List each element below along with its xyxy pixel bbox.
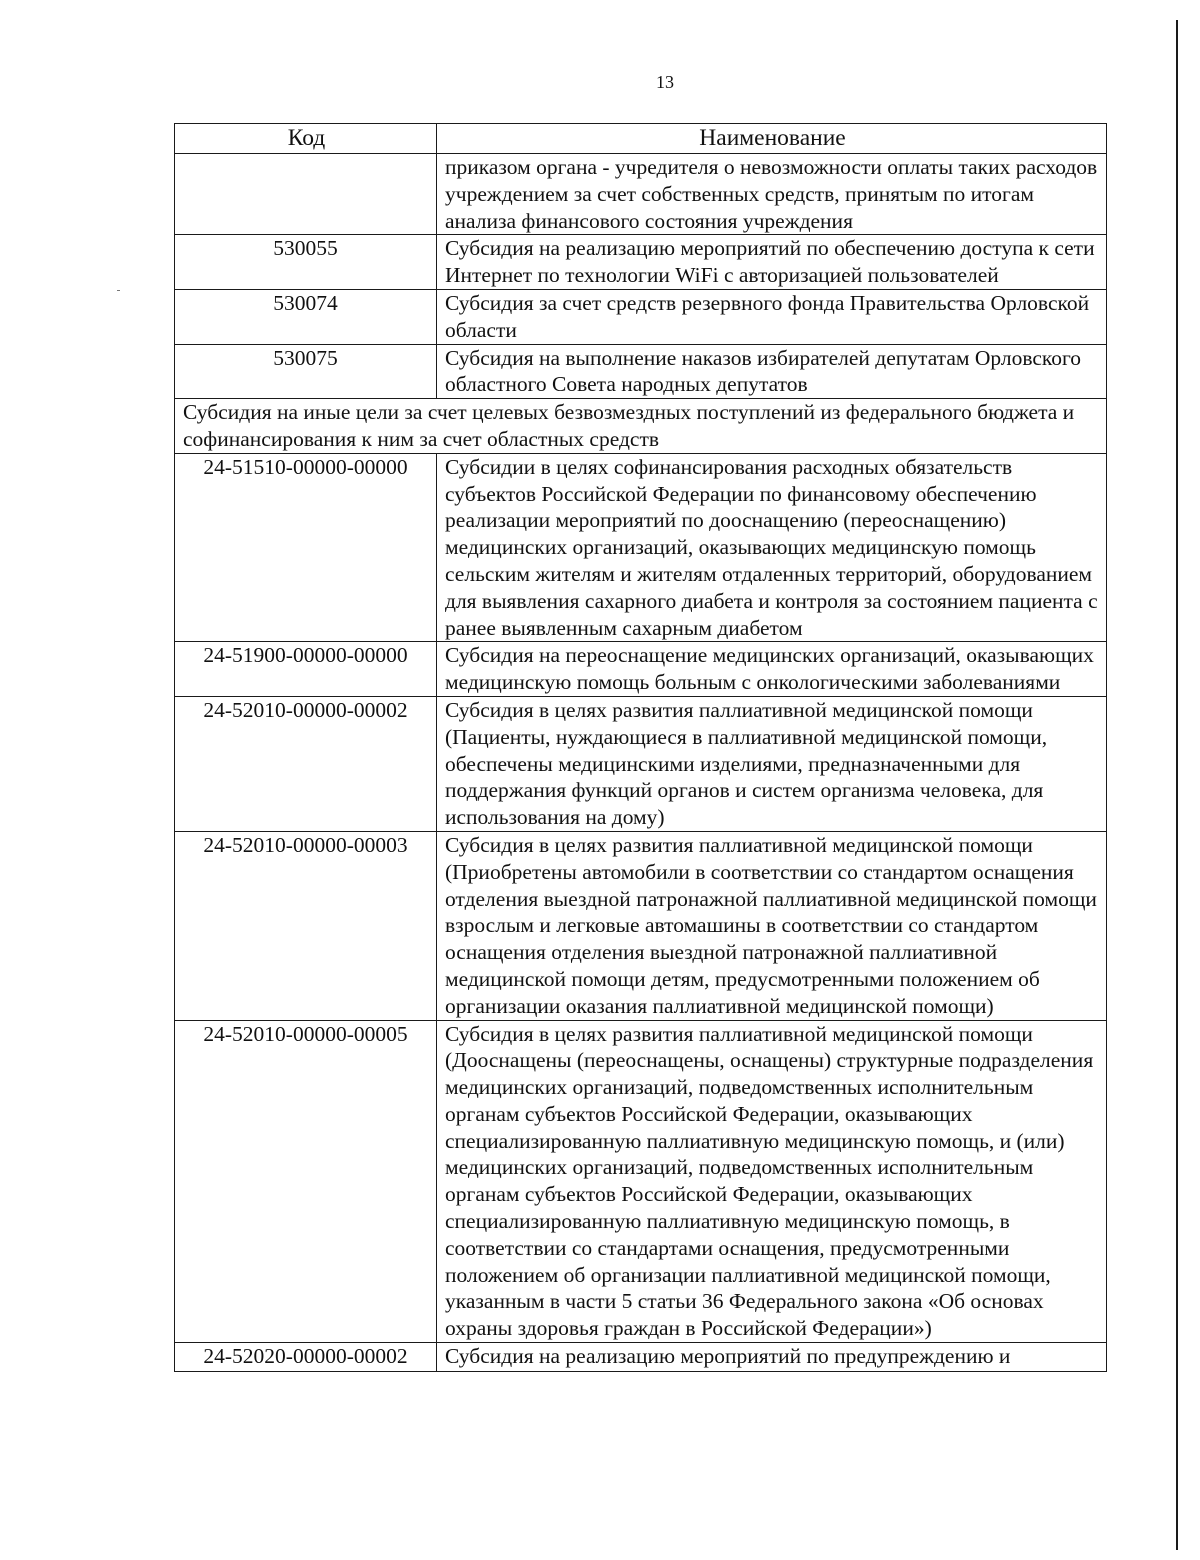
table-header-row bbox=[175, 124, 1107, 154]
table-row bbox=[175, 235, 1107, 290]
row-code: 24-52010-00000-00005 bbox=[175, 1020, 437, 1343]
row-name: Субсидия в целях развития паллиативной медицинской помощи (Приобретены автомобили в соответствии со стандартом оснащения отделения выездной патронажной паллиативной медицинской помощи взрослым и легковые автомашины в соответствии со стандартом оснащения отделения выездной патронажной паллиативной медицинской помощи детям, предусмотренными положением об организации оказания паллиативной медицинской помощи) bbox=[437, 831, 1107, 1020]
table-row bbox=[175, 154, 1107, 235]
row-name: приказом органа - учредителя о невозможности оплаты таких расходов учреждением за счет собственных средств, принятым по итогам анализа финансового состояния учреждения bbox=[437, 154, 1107, 235]
table-row bbox=[175, 289, 1107, 344]
row-code: 530075 bbox=[175, 344, 437, 399]
row-code: 530055 bbox=[175, 235, 437, 290]
row-code bbox=[175, 154, 437, 235]
row-name: Субсидия в целях развития паллиативной медицинской помощи (Пациенты, нуждающиеся в паллиативной медицинской помощи, обеспечены медицинскими изделиями, предназначенными для поддержания функций органов и систем организма человека, для использования на дому) bbox=[437, 696, 1107, 831]
row-code: 530074 bbox=[175, 289, 437, 344]
header-code: Код bbox=[175, 124, 437, 154]
row-code: 24-52010-00000-00002 bbox=[175, 696, 437, 831]
table-row bbox=[175, 831, 1107, 1020]
row-name: Субсидии в целях софинансирования расходных обязательств субъектов Российской Федерации по финансовому обеспечению реализации мероприятий по дооснащению (переоснащению) медицинских организаций, оказывающих медицинскую помощь сельским жителям и жителям отдаленных территорий, оборудованием для выявления сахарного диабета и контроля за состоянием пациента с ранее выявленным сахарным диабетом bbox=[437, 453, 1107, 642]
row-code: 24-52020-00000-00002 bbox=[175, 1343, 437, 1372]
row-name: Субсидия за счет средств резервного фонда Правительства Орловской области bbox=[437, 289, 1107, 344]
row-name: Субсидия на переоснащение медицинских организаций, оказывающих медицинскую помощь больным с онкологическими заболеваниями bbox=[437, 642, 1107, 697]
table-row bbox=[175, 696, 1107, 831]
table-row bbox=[175, 642, 1107, 697]
row-code: 24-51510-00000-00000 bbox=[175, 453, 437, 642]
section-title: Субсидия на иные цели за счет целевых безвозмездных поступлений из федерального бюджета и софинансирования к ним за счет областных средств bbox=[175, 399, 1107, 454]
table-row bbox=[175, 1343, 1107, 1372]
header-name: Наименование bbox=[437, 124, 1107, 154]
row-name: Субсидия в целях развития паллиативной медицинской помощи (Дооснащены (переоснащены, оснащены) структурные подразделения медицинских организаций, подведомственных исполнительным органам субъектов Российской Федерации, оказывающих специализированную паллиативную медицинскую помощь, и (или) медицинских организаций, подведомственных исполнительным органам субъектов Российской Федерации, оказывающих специализированную паллиативную медицинскую помощь, в соответствии со стандартами оснащения, предусмотренными положением об организации паллиативной медицинской помощи, указанным в части 5 статьи 36 Федерального закона «Об основах охраны здоровья граждан в Российской Федерации») bbox=[437, 1020, 1107, 1343]
row-name: Субсидия на выполнение наказов избирателей депутатам Орловского областного Совета народных депутатов bbox=[437, 344, 1107, 399]
scan-edge-line bbox=[1176, 20, 1178, 1550]
row-name: Субсидия на реализацию мероприятий по обеспечению доступа к сети Интернет по технологии WiFi с авторизацией пользователей bbox=[437, 235, 1107, 290]
row-name: Субсидия на реализацию мероприятий по предупреждению и bbox=[437, 1343, 1107, 1372]
table-row bbox=[175, 1020, 1107, 1343]
section-row bbox=[175, 399, 1107, 454]
page-number: 13 bbox=[656, 72, 674, 92]
row-code: 24-52010-00000-00003 bbox=[175, 831, 437, 1020]
scan-speck bbox=[117, 290, 120, 291]
table-row bbox=[175, 344, 1107, 399]
table-row bbox=[175, 453, 1107, 642]
row-code: 24-51900-00000-00000 bbox=[175, 642, 437, 697]
codes-table bbox=[174, 123, 1107, 1372]
